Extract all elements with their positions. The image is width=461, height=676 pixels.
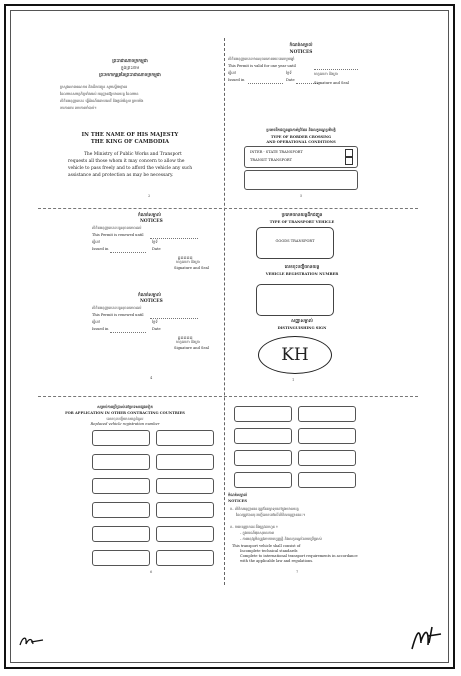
khmer-request-line-1: ក្រសួងសាធារណការ និងដឹកជញ្ជូន សូមស្នើអាជ្ញាធរ [60, 85, 128, 89]
initials-left-signature [18, 632, 46, 650]
notices-title-2: NOTICES [140, 299, 163, 304]
page-other-countries [40, 400, 220, 584]
khmer-valid-line: លិខិតអនុញ្ញាតនេះមានសុពលភាពរយៈពេលមួយឆ្នាំ [228, 57, 295, 61]
registration-slot [234, 450, 292, 466]
goods-transport-box [256, 227, 334, 259]
khmer-notices-title: កំណត់សម្គាល់ [228, 493, 248, 497]
page-number: 1 [292, 378, 295, 382]
date-label-2: Date [152, 327, 161, 331]
registration-slot [234, 428, 292, 444]
kh-sign-text: KH [281, 345, 309, 365]
khmer-date-label: ថ្ងៃទី [152, 240, 158, 244]
kh-oval-sign [258, 336, 332, 374]
registration-slot [298, 472, 356, 488]
registration-slot [156, 550, 214, 566]
khmer-renewed-line-2: លិខិតអនុញ្ញាតនេះបន្តសុពលភាពដល់ [92, 306, 142, 310]
inter-state-checkbox[interactable] [345, 149, 353, 157]
seal-label: Signature and Seal [314, 81, 349, 85]
issued-in-label: Issued in [228, 78, 245, 82]
registration-slot [92, 502, 150, 518]
notices-title: NOTICES [228, 499, 247, 503]
khmer-issued-label: ធ្វើនៅ [92, 240, 100, 244]
registration-slot [156, 430, 214, 446]
page-renewal-notices [40, 210, 220, 394]
khmer-request-line-3: លិខិតអនុញ្ញាតនេះ ធ្វើដំណើរដោយសេរី និងផ្តល់ជំនួយ ព្រមទាំង [60, 99, 144, 103]
registration-slot [156, 526, 214, 542]
other-countries-title: FOR APPLICATION IN OTHER CONTRACTING COUNTRIES [65, 411, 185, 415]
page-border-crossing [226, 126, 416, 206]
fold-line-upper [38, 208, 418, 209]
en-request-line-2: requests all those whom it may concern to allow the [68, 159, 185, 164]
vehicle-type-title: TYPE OF TRANSPORT VEHICLE [269, 220, 335, 224]
en-request-line-3: vehicle to pass freely and to afford the vehicle any such [68, 166, 193, 171]
khmer-renewed-line: លិខិតអនុញ្ញាតនេះបន្តសុពលភាពដល់ [92, 226, 142, 230]
date-label: Date [286, 78, 295, 82]
crossing-title-1: TYPE OF BORDER CROSSING [270, 135, 332, 139]
en-notice-1b: Incomplete technical standards [240, 549, 298, 553]
khmer-in-the-name: ក្នុងព្រះនាម [120, 66, 140, 71]
crossing-title-2: AND OPERATIONAL CONDITIONS [266, 140, 336, 144]
khmer-notices-title: កំណត់សម្គាល់ [138, 213, 161, 218]
conditions-box [244, 170, 358, 190]
replaced-subtitle: Replaced vehicle registration number [90, 422, 160, 426]
issued-in-label-2: Issued in [92, 327, 109, 331]
khmer-notice-2: ខ- ការអនុញ្ញាតនេះនឹងត្រូវដកហូត ៖ [230, 525, 278, 529]
registration-slot [234, 406, 292, 422]
registration-slot [234, 472, 292, 488]
notices-title: NOTICES [289, 50, 313, 55]
page-cover-intro [40, 40, 220, 206]
khmer-seal-label-2: ហត្ថលេខា និងត្រា [176, 340, 200, 344]
inter-state-label: INTER - STATE TRANSPORT [250, 150, 303, 154]
title-in-the-name: IN THE NAME OF HIS MAJESTY [81, 132, 179, 138]
renewed-until-line: This Permit is renewed until [92, 233, 144, 237]
khmer-notice-1: ក- លិខិតអនុញ្ញាតនេះត្រូវតែរក្សាទុកនៅក្នុងយានយន្ត [230, 507, 299, 511]
registration-title: VEHICLE REGISTRATION NUMBER [265, 272, 339, 276]
registration-slot [298, 450, 356, 466]
khmer-date-label-2: ថ្ងៃទី [152, 320, 158, 324]
issued-in-field [248, 83, 283, 84]
khmer-seal-label: ហត្ថលេខា និងត្រា [176, 260, 200, 264]
khmer-notice-2b: - ការអនុវត្តមិនត្រូវតាមបទប្បញ្ញត្តិ និងលក្ខខណ្ឌនៃការប្រើប្រាស់ [240, 537, 322, 541]
page-number: 6 [150, 570, 153, 574]
issued-in-field-2 [110, 332, 146, 333]
page-slots-notices [226, 400, 416, 584]
page-number: 4 [150, 376, 153, 380]
khmer-kingdom-heading: ព្រះរាជាណាចក្រកម្ពុជា [112, 59, 148, 64]
khmer-notice-2a: - ក្នុងករណីផុតសុពលភាព [240, 531, 275, 535]
page-notices-validity [226, 40, 416, 126]
valid-until-field [314, 69, 358, 70]
registration-slot [92, 454, 150, 470]
renewed-until-field-2 [150, 318, 198, 319]
notices-title: NOTICES [140, 219, 163, 224]
registration-slot [156, 502, 214, 518]
khmer-notices-title: កំណត់សម្គាល់ [289, 43, 313, 48]
renewed-until-field [150, 238, 198, 239]
transit-label: TRANSIT TRANSPORT [250, 158, 292, 162]
en-request-line-4: assistance and protection as may be necessary. [68, 173, 174, 178]
en-notice-1: This transport vehicle shall consist of [232, 544, 301, 548]
issued-in-label: Issued in [92, 247, 109, 251]
seal-label-2: Signature and Seal [174, 346, 209, 350]
registration-slot [298, 428, 356, 444]
khmer-request-line-2: ដែលមានសមត្ថកិច្ចទាំងអស់ អនុញ្ញាតឱ្យយានយន្ត ដែលមាន [60, 92, 139, 96]
registration-slot [92, 550, 150, 566]
registration-slot [92, 526, 150, 542]
stamp-mark-2: ឆ្ង ឆ ឆ ឆ ឆ [178, 335, 193, 340]
khmer-crossing-title: ប្រភេទដឹកជញ្ជូនឆ្លងកាត់ព្រំដែន និងលក្ខខណ្ឌប្រតិបត្តិ [266, 128, 336, 132]
date-label: Date [152, 247, 161, 251]
registration-slot [156, 454, 214, 470]
stamp-mark: ឆ្ង ឆ ឆ ឆ ឆ [178, 255, 193, 260]
registration-slot [298, 406, 356, 422]
goods-transport-label: GOODS TRANSPORT [275, 239, 315, 243]
page-number: 7 [296, 570, 299, 574]
seal-label: Signature and Seal [174, 266, 209, 270]
center-fold-line [224, 38, 225, 585]
en-notice-2: Complete to international transport requirements in accordance [240, 554, 358, 558]
registration-slot [156, 478, 214, 494]
khmer-vehicle-type-title: ប្រភេទយានយន្តដឹកជញ្ជូន [281, 213, 323, 218]
issued-in-field [110, 252, 146, 253]
khmer-issued-label: ធ្វើនៅ [228, 71, 236, 75]
en-request-line-1: The Ministry of Public Works and Transport [84, 152, 182, 157]
page-number: 5 [300, 194, 303, 198]
valid-until-line: This Permit is valid for one year until [228, 64, 296, 68]
khmer-sign-title: សញ្ញាសម្គាល់ [291, 319, 313, 324]
transit-checkbox[interactable] [345, 157, 353, 165]
title-king-of-cambodia: THE KING OF CAMBODIA [90, 139, 170, 145]
khmer-seal-label: ហត្ថលេខា និងត្រា [314, 72, 338, 76]
initials-right-signature [408, 623, 444, 653]
khmer-replaced-subtitle: លេខចុះបញ្ជីយានយន្តជំនួស [106, 417, 144, 421]
registration-number-box [256, 284, 334, 316]
khmer-other-countries-title: សម្រាប់ការប្រើប្រាស់នៅប្រទេសផ្សេងទៀត [97, 405, 153, 409]
page-vehicle-info [226, 210, 416, 394]
page-number: 2 [148, 194, 151, 198]
en-notice-2b: with the applicable law and regulations. [240, 559, 314, 563]
renewed-until-line-2: This Permit is renewed until [92, 313, 144, 317]
khmer-request-line-4: ការការពារ តាមការចាំបាច់។ [60, 106, 97, 110]
khmer-date-label: ថ្ងៃទី [286, 71, 292, 75]
registration-slot [92, 478, 150, 494]
khmer-majesty-line: ព្រះមហាក្សត្រនៃព្រះរាជាណាចក្រកម្ពុជា [99, 73, 161, 78]
distinguishing-sign-title: DISTINGUISHING SIGN [277, 326, 327, 330]
fold-line-lower [38, 396, 418, 397]
khmer-issued-label-2: ធ្វើនៅ [92, 320, 100, 324]
khmer-notices-title-2: កំណត់សម្គាល់ [138, 293, 161, 298]
registration-slot [92, 430, 150, 446]
crossing-options-box [244, 146, 358, 168]
khmer-notice-1b: ដែលត្រូវបានចុះបញ្ជីលេខនៅលើលិខិតអនុញ្ញាតនេះ។ [236, 513, 306, 517]
khmer-registration-title: លេខចុះបញ្ជីយានយន្ត [284, 265, 320, 270]
